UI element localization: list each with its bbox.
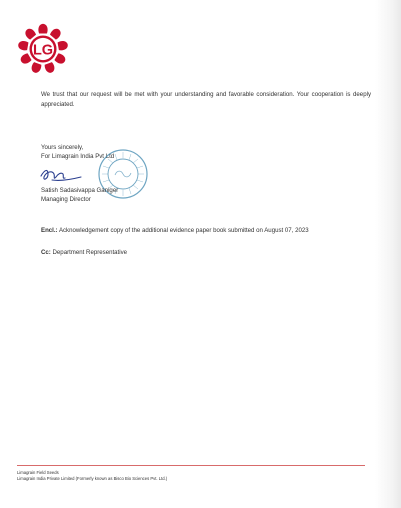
enclosure-line [41, 227, 309, 234]
scan-edge-shadow [375, 0, 401, 508]
body-paragraph: We trust that our request will be met with your understanding and favorable consideration. Your cooperation is deeply appreciated. [41, 91, 371, 108]
company-line: For Limagrain India Pvt Ltd [41, 153, 115, 160]
handwritten-signature [39, 165, 83, 185]
cc-text: Department Representative [50, 249, 128, 256]
signatory-block [41, 186, 118, 204]
footer-line-2: Limagrain India Private Limited (Formerly known as Bisco Bio Sciences Pvt. Ltd.) [17, 476, 168, 481]
footer-divider [17, 465, 365, 466]
signatory-name: Satish Sadasivappa Ganiger [41, 187, 119, 194]
salutation: Yours sincerely, [41, 144, 84, 151]
signatory-title: Managing Director [41, 196, 91, 203]
footer [17, 470, 167, 482]
enclosure-label: Encl.: [41, 227, 58, 234]
lg-logo [14, 20, 72, 76]
enclosure-text: Acknowledgement copy of the additional evidence paper book submitted on August 07, 2023 [57, 227, 309, 234]
cc-line [41, 249, 127, 256]
logo-text: LG [32, 42, 54, 59]
footer-line-1: Limagrain Field Seeds [17, 470, 59, 475]
cc-label: Cc: [41, 249, 51, 256]
